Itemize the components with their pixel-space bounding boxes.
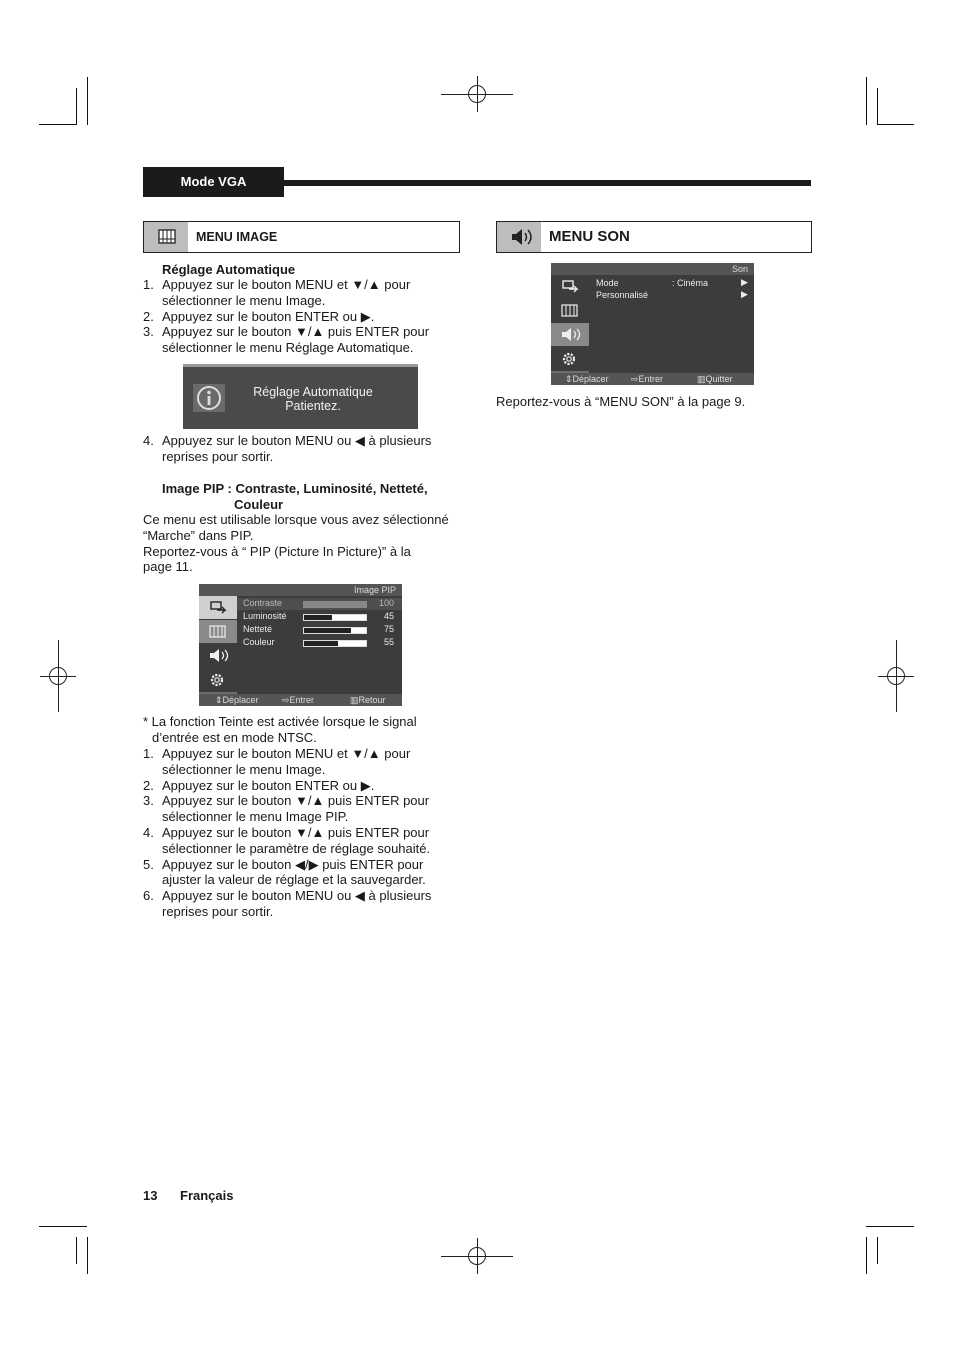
auto-adjust-steps <box>143 277 463 356</box>
registration-mark-top <box>459 76 495 112</box>
arrow-right-icon: ▶ <box>741 277 748 287</box>
pip-row-value: 55 <box>383 637 394 647</box>
pip-row-0[interactable] <box>237 598 402 610</box>
footer-enter: ⇨ Entrer <box>631 374 664 384</box>
list-item: 5. Appuyez sur le bouton ◀/▶ puis ENTER pour ajuster la valeur de réglage et la sauvegarder. <box>143 856 426 888</box>
son-osd <box>551 263 754 385</box>
pip-steps <box>143 746 463 920</box>
auto-adjust-step-4 <box>143 433 463 465</box>
footer-move: ⇕ Déplacer <box>565 374 609 384</box>
pip-row-label: Couleur <box>243 637 275 647</box>
list-item: 6. Appuyez sur le bouton MENU ou ◀ à plusieurs reprises pour sortir. <box>143 888 432 919</box>
son-reference: Reportez-vous à “MENU SON” à la page 9. <box>496 394 746 409</box>
footer-back: ▥ Retour <box>350 695 386 705</box>
auto-adjust-popup <box>183 364 418 429</box>
pip-row-bar-fill <box>304 615 332 620</box>
picture-icon <box>551 299 589 323</box>
list-item: 3. Appuyez sur le bouton ▼/▲ puis ENTER pour sélectionner le menu Réglage Automatique. <box>143 324 430 356</box>
page-number: 13 <box>143 1188 158 1203</box>
osd-footer <box>199 694 402 706</box>
input-icon <box>551 275 589 299</box>
registration-mark-left <box>40 658 76 694</box>
son-mode-value: : Cinéma <box>672 278 709 288</box>
list-item: 2. Appuyez sur le bouton ENTER ou ▶. <box>143 308 375 324</box>
pip-heading: Image PIP : Contraste, Luminosité, Netteté, Couleur <box>162 481 428 512</box>
footer-move: ⇕ Déplacer <box>215 695 259 705</box>
pip-row-label: Contraste <box>243 598 283 608</box>
section-title: MENU IMAGE <box>196 230 278 244</box>
header-rule <box>284 180 811 186</box>
mode-tab: Mode VGA <box>143 167 284 197</box>
pip-row-3[interactable] <box>237 637 402 649</box>
list-item: 4. Appuyez sur le bouton ▼/▲ puis ENTER pour sélectionner le paramètre de réglage souhaité. <box>143 824 431 856</box>
menu-son-section-header <box>496 221 812 253</box>
pip-row-bar <box>303 640 367 647</box>
list-item: 3. Appuyez sur le bouton ▼/▲ puis ENTER pour sélectionner le menu Image PIP. <box>143 793 430 825</box>
pip-row-value: 75 <box>383 624 394 634</box>
pip-row-2[interactable] <box>237 624 402 636</box>
picture-icon <box>199 620 237 644</box>
setup-gear-icon <box>551 347 589 371</box>
popup-line-1: Réglage Automatique <box>253 385 373 399</box>
arrow-right-icon: ▶ <box>741 289 748 299</box>
pip-row-bar <box>303 614 367 621</box>
sound-icon <box>551 323 589 347</box>
pip-row-bar <box>303 627 367 634</box>
footer-enter: ⇨ Entrer <box>282 695 315 705</box>
osd-title: Image PIP <box>199 584 402 596</box>
pip-row-bar <box>303 601 367 608</box>
osd-footer <box>551 373 754 385</box>
pip-row-bar-fill <box>304 628 351 633</box>
pip-description: Ce menu est utilisable lorsque vous avez sélectionné “Marche” dans PIP. Reportez-vous à “ PIP (Picture In Picture)” à la page 11. <box>143 512 449 575</box>
popup-line-2: Patientez. <box>285 399 341 413</box>
picture-icon <box>144 222 188 252</box>
son-custom-label[interactable]: Personnalisé <box>596 290 649 300</box>
sound-icon <box>497 222 541 252</box>
setup-gear-icon <box>199 668 237 692</box>
input-icon <box>199 596 237 620</box>
registration-mark-bottom <box>459 1238 495 1274</box>
image-pip-osd <box>199 584 402 706</box>
son-mode-label[interactable]: Mode <box>596 278 619 288</box>
section-title: MENU SON <box>549 228 630 245</box>
sound-icon <box>199 644 237 668</box>
list-item: 1. Appuyez sur le bouton MENU et ▼/▲ pour sélectionner le menu Image. <box>143 277 411 308</box>
list-item: 2. Appuyez sur le bouton ENTER ou ▶. <box>143 777 375 793</box>
auto-adjust-heading: Réglage Automatique <box>162 262 296 277</box>
list-item: 1. Appuyez sur le bouton MENU et ▼/▲ pour sélectionner le menu Image. <box>143 746 411 777</box>
pip-row-value: 45 <box>383 611 394 621</box>
pip-row-1[interactable] <box>237 611 402 623</box>
pip-row-label: Luminosité <box>243 611 287 621</box>
pip-row-label: Netteté <box>243 624 273 634</box>
footer-quit: ▥ Quitter <box>697 374 733 384</box>
page-language: Français <box>180 1188 234 1203</box>
registration-mark-right <box>878 658 914 694</box>
pip-row-bar-fill <box>304 641 338 646</box>
ntsc-note: * La fonction Teinte est activée lorsque le signal d’entrée est en mode NTSC. <box>143 714 417 745</box>
osd-title: Son <box>551 263 754 275</box>
pip-row-value: 100 <box>378 598 394 608</box>
info-icon <box>193 384 225 412</box>
menu-image-section-header <box>143 221 460 253</box>
list-item: 4. Appuyez sur le bouton MENU ou ◀ à plusieurs reprises pour sortir. <box>143 433 432 464</box>
